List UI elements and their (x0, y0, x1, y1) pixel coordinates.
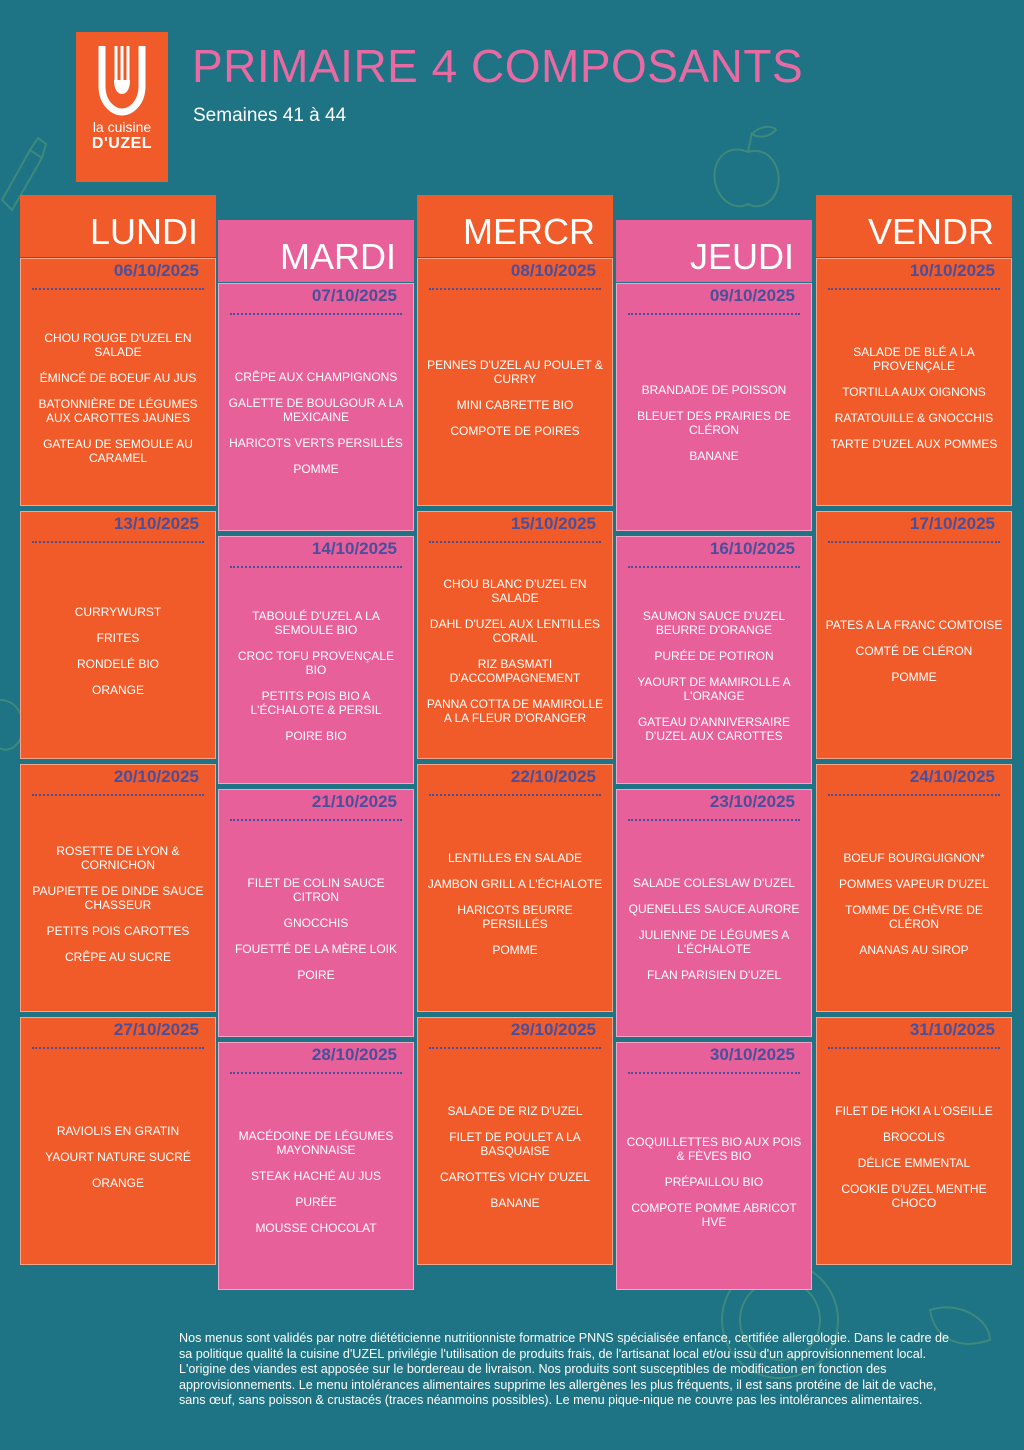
menu-item: SALADE DE RIZ D'UZEL (447, 1103, 583, 1118)
menu-item: COQUILLETTES BIO AUX POIS & FÈVES BIO (626, 1134, 802, 1163)
apple-doodle-icon (714, 127, 778, 207)
menu-date: 14/10/2025 (311, 539, 397, 558)
menu-date: 22/10/2025 (510, 767, 596, 786)
menu-item: CURRYWURST (74, 604, 162, 619)
dotted-divider (32, 541, 204, 543)
menu-item: ÉMINCÉ DE BOEUF AU JUS (39, 370, 197, 385)
dotted-divider (32, 288, 204, 290)
menu-date: 28/10/2025 (311, 1045, 397, 1064)
dotted-divider (628, 566, 800, 568)
menu-date: 09/10/2025 (709, 286, 795, 305)
day-header: LUNDI (20, 195, 216, 257)
menu-item: JULIENNE DE LÉGUMES A L'ÉCHALOTE (638, 927, 790, 956)
menu-item: PANNA COTTA DE MAMIROLLE A LA FLEUR D'ORANGER (426, 696, 604, 725)
menu-card (20, 764, 216, 1012)
menu-card (417, 764, 613, 1012)
dotted-divider (828, 1047, 1000, 1049)
menu-item: RONDELÉ BIO (76, 656, 160, 671)
dotted-divider (32, 794, 204, 796)
menu-item: BATONNIÈRE DE LÉGUMES AUX CAROTTES JAUNES (38, 396, 198, 425)
menu-date: 08/10/2025 (510, 261, 596, 280)
menu-card (816, 1017, 1012, 1265)
menu-card (417, 258, 613, 506)
brand-name-line1: la cuisine (92, 119, 152, 135)
menu-item: ANANAS AU SIROP (859, 942, 969, 957)
menu-date: 29/10/2025 (510, 1020, 596, 1039)
menu-item: FILET DE COLIN SAUCE CITRON (247, 875, 385, 904)
menu-item: CHOU ROUGE D'UZEL EN SALADE (44, 330, 192, 359)
menu-item: YAOURT NATURE SUCRÉ (45, 1149, 191, 1164)
menu-item: RATATOUILLE & GNOCCHIS (834, 410, 994, 425)
menu-item: GALETTE DE BOULGOUR A LA MEXICAINE (228, 395, 404, 424)
dotted-divider (628, 1072, 800, 1074)
menu-item: STEAK HACHÉ AU JUS (250, 1168, 382, 1183)
day-header: VENDR (816, 195, 1012, 257)
page-title: PRIMAIRE 4 COMPOSANTS (192, 40, 804, 92)
footnote-disclaimer: Nos menus sont validés par notre diététicienne nutritionniste formatrice PNNS spécialisée enfance, certifiée allergologie. Dans le cadre de sa politique qualité la cuisine d'UZEL privilégie l'utilisation de produits frais, de l'artisanat local et/ou issu d'un approvisionnement local. L'origine des viandes est apposée sur le bordereau de livraison. Nos produits sont susceptibles de modification en fonction des approvisionnements. Le menu intolérances alimentaires supprime les allergènes les plus fréquents, il est sans protéine de lait de vache, sans œuf, sans poisson & crustacés (traces néanmoins possibles). Le menu pique-nique ne couvre pas les intolérances alimentaires. (179, 1331, 950, 1407)
menu-item: TOMME DE CHÈVRE DE CLÉRON (845, 902, 983, 931)
dotted-divider (230, 313, 402, 315)
menu-item: GATEAU D'ANNIVERSAIRE D'UZEL AUX CAROTTES (637, 714, 791, 743)
dotted-divider (828, 288, 1000, 290)
menu-item: COMPOTE DE POIRES (450, 423, 580, 438)
menu-date: 16/10/2025 (709, 539, 795, 558)
menu-card (816, 511, 1012, 759)
menu-date: 10/10/2025 (909, 261, 995, 280)
menu-item: FILET DE HOKI A L'OSEILLE (835, 1103, 993, 1118)
menu-card (218, 283, 414, 531)
menu-item: FLAN PARISIEN D'UZEL (646, 967, 782, 982)
menu-item: MOUSSE CHOCOLAT (255, 1220, 377, 1235)
menu-item: POMME (492, 942, 538, 957)
menu-item: MINI CABRETTE BIO (456, 397, 574, 412)
dotted-divider (429, 1047, 601, 1049)
menu-item: POMME (891, 669, 937, 684)
menu-date: 07/10/2025 (311, 286, 397, 305)
menu-item: COMPOTE POMME ABRICOT HVE (631, 1200, 797, 1229)
menu-item: CHOU BLANC D'UZEL EN SALADE (443, 576, 587, 605)
menu-item: PAUPIETTE DE DINDE SAUCE CHASSEUR (32, 883, 204, 912)
menu-item: GNOCCHIS (283, 915, 349, 930)
menu-item: POIRE (297, 967, 335, 982)
day-header: MARDI (218, 220, 414, 282)
menu-card (20, 511, 216, 759)
page-subtitle: Semaines 41 à 44 (193, 105, 347, 126)
menu-date: 17/10/2025 (909, 514, 995, 533)
menu-item: FILET DE POULET A LA BASQUAISE (449, 1129, 581, 1158)
menu-item: TORTILLA AUX OIGNONS (842, 384, 986, 399)
menu-item: LENTILLES EN SALADE (447, 850, 583, 865)
menu-card (816, 258, 1012, 506)
menu-item: PRÉPAILLOU BIO (664, 1174, 764, 1189)
menu-item: PATES A LA FRANC COMTOISE (825, 617, 1003, 632)
menu-item: DÉLICE EMMENTAL (857, 1155, 971, 1170)
menu-card (616, 536, 812, 784)
menu-item: DAHL D'UZEL AUX LENTILLES CORAIL (429, 616, 601, 645)
menu-item: ROSETTE DE LYON & CORNICHON (56, 843, 180, 872)
menu-item: GATEAU DE SEMOULE AU CARAMEL (43, 436, 193, 465)
menu-card (20, 1017, 216, 1265)
menu-item: COMTÉ DE CLÉRON (855, 643, 973, 658)
dotted-divider (230, 1072, 402, 1074)
menu-date: 21/10/2025 (311, 792, 397, 811)
dotted-divider (628, 819, 800, 821)
menu-card (616, 1042, 812, 1290)
menu-item: HARICOTS BEURRE PERSILLÉS (457, 902, 573, 931)
menu-item: TARTE D'UZEL AUX POMMES (830, 436, 998, 451)
menu-card (417, 1017, 613, 1265)
menu-item: PETITS POIS CAROTTES (46, 923, 190, 938)
menu-item: POIRE BIO (285, 728, 347, 743)
menu-date: 13/10/2025 (113, 514, 199, 533)
menu-item: CAROTTES VICHY D'UZEL (439, 1169, 591, 1184)
dotted-divider (230, 819, 402, 821)
menu-item: PURÉE DE POTIRON (654, 648, 774, 663)
menu-item: RIZ BASMATI D'ACCOMPAGNEMENT (449, 656, 581, 685)
brand-logo (76, 32, 168, 182)
menu-item: SALADE DE BLÉ A LA PROVENÇALE (853, 344, 975, 373)
menu-item: BOEUF BOURGUIGNON* (843, 850, 985, 865)
menu-card (218, 1042, 414, 1290)
menu-item: BLEUET DES PRAIRIES DE CLÉRON (637, 408, 791, 437)
dotted-divider (828, 794, 1000, 796)
menu-date: 15/10/2025 (510, 514, 596, 533)
menu-item: BROCOLIS (882, 1129, 945, 1144)
dotted-divider (628, 313, 800, 315)
menu-item: ORANGE (91, 1175, 144, 1190)
menu-item: PETITS POIS BIO A L'ÉCHALOTE & PERSIL (250, 688, 382, 717)
menu-item: MACÉDOINE DE LÉGUMES MAYONNAISE (238, 1128, 394, 1157)
menu-item: POMME (293, 461, 339, 476)
menu-item: HARICOTS VERTS PERSILLÉS (229, 435, 403, 450)
menu-item: FRITES (96, 630, 140, 645)
menu-card (218, 789, 414, 1037)
menu-item: CRÊPE AUX CHAMPIGNONS (234, 369, 398, 384)
menu-item: ORANGE (91, 682, 144, 697)
dotted-divider (429, 794, 601, 796)
menu-card (616, 283, 812, 531)
menu-date: 24/10/2025 (909, 767, 995, 786)
menu-item: RAVIOLIS EN GRATIN (56, 1123, 180, 1138)
menu-card (816, 764, 1012, 1012)
brand-name-line2: D'UZEL (91, 135, 153, 152)
day-header: MERCR (417, 195, 613, 257)
menu-item: JAMBON GRILL A L'ÉCHALOTE (427, 876, 603, 891)
menu-date: 27/10/2025 (113, 1020, 199, 1039)
menu-item: FOUETTÉ DE LA MÈRE LOIK (234, 941, 398, 956)
menu-item: BANANE (689, 448, 739, 463)
menu-date: 20/10/2025 (113, 767, 199, 786)
menu-card (20, 258, 216, 506)
dotted-divider (32, 1047, 204, 1049)
day-header: JEUDI (616, 220, 812, 282)
dotted-divider (230, 566, 402, 568)
menu-item: SAUMON SAUCE D'UZEL BEURRE D'ORANGE (642, 608, 786, 637)
menu-item: PURÉE (295, 1194, 337, 1209)
fork-u-logo-icon (96, 46, 148, 116)
menu-item: PENNES D'UZEL AU POULET & CURRY (427, 357, 603, 386)
menu-card (218, 536, 414, 784)
menu-item: BANANE (490, 1195, 540, 1210)
menu-date: 06/10/2025 (113, 261, 199, 280)
menu-item: SALADE COLESLAW D'UZEL (633, 875, 795, 890)
dotted-divider (828, 541, 1000, 543)
menu-item: COOKIE D'UZEL MENTHE CHOCO (841, 1181, 987, 1210)
menu-card (616, 789, 812, 1037)
menu-item: QUENELLES SAUCE AURORE (628, 901, 800, 916)
menu-date: 30/10/2025 (709, 1045, 795, 1064)
menu-item: YAOURT DE MAMIROLLE A L'ORANGE (637, 674, 791, 703)
menu-item: BRANDADE DE POISSON (641, 382, 787, 397)
menu-card (417, 511, 613, 759)
dotted-divider (429, 288, 601, 290)
menu-item: CROC TOFU PROVENÇALE BIO (237, 648, 395, 677)
menu-item: POMMES VAPEUR D'UZEL (838, 876, 990, 891)
menu-date: 23/10/2025 (709, 792, 795, 811)
dotted-divider (429, 541, 601, 543)
menu-item: TABOULÉ D'UZEL A LA SEMOULE BIO (252, 608, 380, 637)
menu-item: CRÊPE AU SUCRE (64, 949, 172, 964)
menu-date: 31/10/2025 (909, 1020, 995, 1039)
